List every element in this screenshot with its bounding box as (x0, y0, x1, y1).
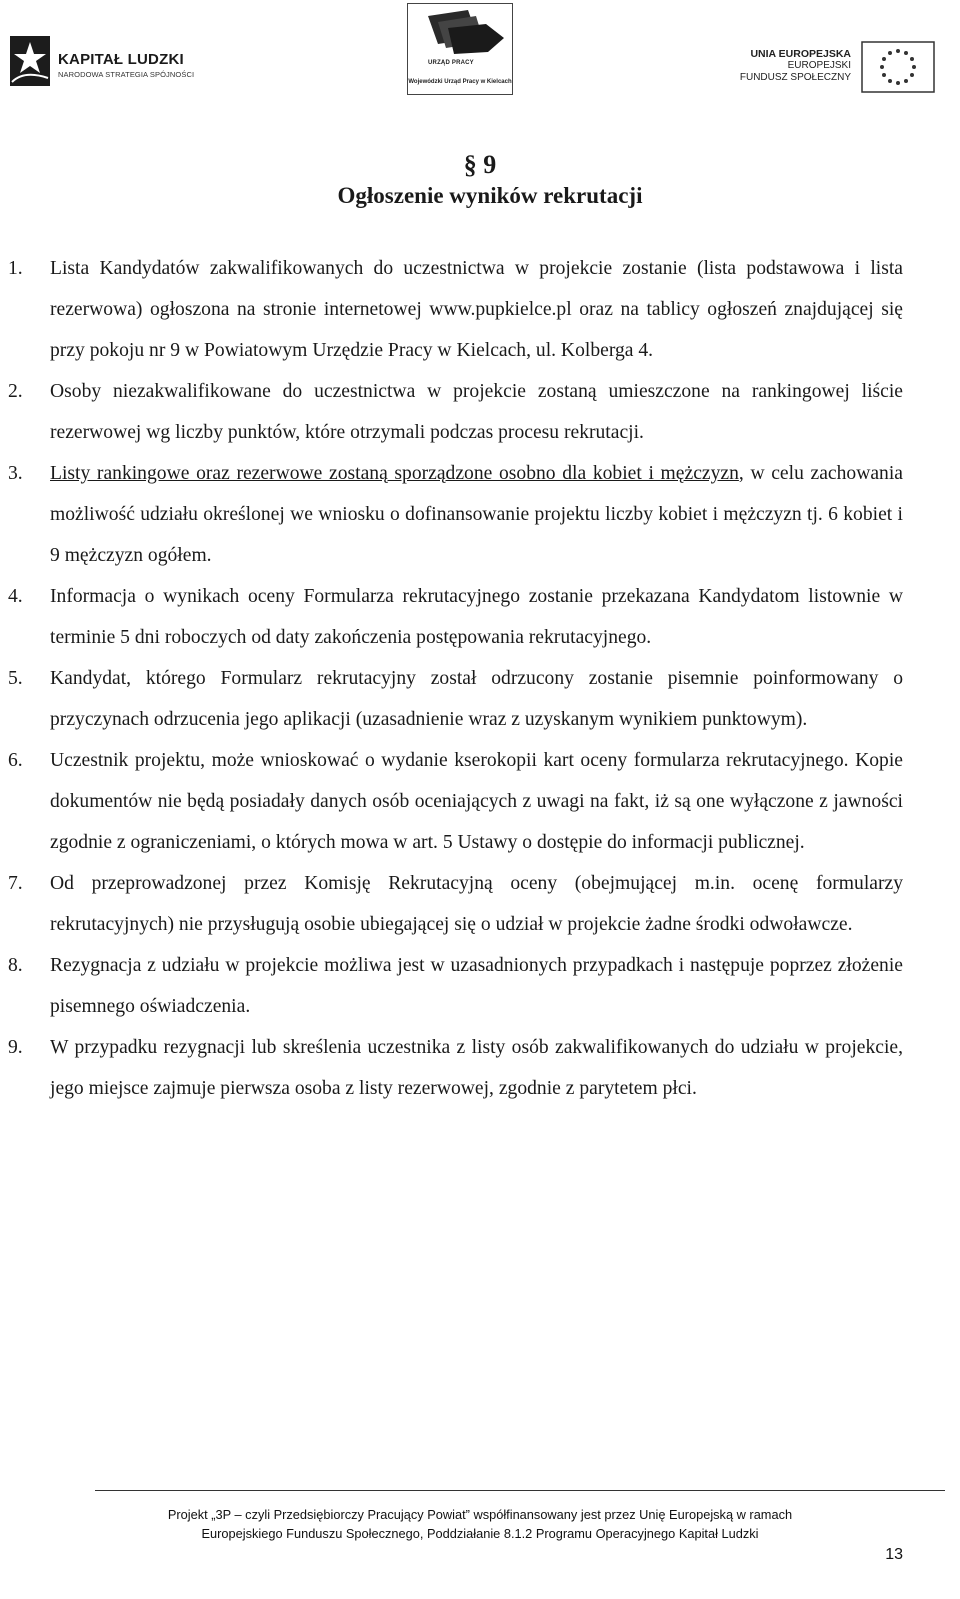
section-title: Ogłoszenie wyników rekrutacji (337, 183, 643, 208)
list-item-number: 7. (8, 873, 23, 894)
list-item (0, 453, 903, 576)
footer-text (0, 1505, 960, 1543)
urzad-pracy-emblem-icon (414, 8, 506, 60)
list-item (0, 248, 903, 371)
list-item (0, 945, 903, 1027)
page-number: 13 (885, 1546, 903, 1563)
list-item-text: Informacja o wynikach oceny Formularza rekrutacyjnego zostanie przekazana Kandydatom listownie w terminie 5 dni roboczych od daty zakończenia postępowania rekrutacyjnego. (50, 586, 903, 648)
eu-flag-icon (861, 41, 935, 93)
kapital-ludzki-emblem-icon (4, 30, 54, 90)
urzad-pracy-name: Wojewódzki Urząd Pracy w Kielcach (408, 79, 512, 85)
urzad-pracy-logo (407, 3, 513, 95)
list-item (0, 371, 903, 453)
list-item-number: 3. (8, 463, 23, 484)
footer-divider (95, 1490, 945, 1491)
section-number: § 9 (463, 150, 497, 179)
list-item-number: 4. (8, 586, 23, 607)
kapital-ludzki-logo (4, 30, 194, 90)
urzad-pracy-badge: URZĄD PRACY (428, 60, 474, 66)
list-item-text: Od przeprowadzonej przez Komisję Rekrutacyjną oceny (obejmującej m.in. ocenę formularzy rekrutacyjnych) nie przysługują osobie ubiegającej się o udział w projekcie żadne środki odwoławcze. (50, 873, 903, 935)
list-item-number: 5. (8, 668, 23, 689)
list-item (0, 740, 903, 863)
list-item-underlined-text: Listy rankingowe oraz rezerwowe zostaną sporządzone osobno dla kobiet i mężczyzn (50, 463, 739, 484)
list-item-text: Osoby niezakwalifikowane do uczestnictwa w projekcie zostaną umieszczone na rankingowej liście rezerwowej wg liczby punktów, które otrzymali podczas procesu rekrutacji. (50, 381, 903, 443)
list-item-text: Kandydat, którego Formularz rekrutacyjny został odrzucony zostanie pisemnie poinformowany o przyczynach odrzucenia jego aplikacji (uzasadnienie wraz z uzyskanym wynikiem punktowym). (50, 668, 903, 730)
list-item-text: Rezygnacja z udziału w projekcie możliwa jest w uzasadnionych przypadkach i następuje poprzez złożenie pisemnego oświadczenia. (50, 955, 903, 1017)
list-item-number: 1. (8, 258, 23, 279)
kapital-ludzki-title: KAPITAŁ LUDZKI (58, 51, 184, 68)
list-item (0, 863, 903, 945)
recruitment-results-list (0, 248, 960, 1109)
list-item-text: Lista Kandydatów zakwalifikowanych do uczestnictwa w projekcie zostanie (lista podstawowa i lista rezerwowa) ogłoszona na stronie internetowej www.pupkielce.pl oraz na tablicy ogłoszeń znajdującej się przy pokoju nr 9 w Powiatowym Urzędzie Pracy w Kielcach, ul. Kolberga 4. (50, 258, 903, 361)
list-item-number: 2. (8, 381, 23, 402)
list-item-text: Uczestnik projektu, może wnioskować o wydanie kserokopii kart oceny formularza rekrutacyjnego. Kopie dokumentów nie będą posiadały danych osób oceniających z uwagi na fakt, iż są one wyłączone z jawności zgodnie z ograniczeniami, o których mowa w art. 5 Ustawy o dostępie do informacji publicznej. (50, 750, 903, 853)
list-item-text: , w celu zachowania możliwość udziału określonej we wniosku o dofinansowanie projektu liczby kobiet i mężczyzn tj. 6 kobiet i 9 mężczyzn ogółem. (50, 463, 903, 566)
list-item (0, 658, 903, 740)
eu-logo-line1: UNIA EUROPEJSKA (750, 48, 851, 60)
eu-logo-line2: EUROPEJSKI (787, 60, 851, 71)
eu-logo-line3: FUNDUSZ SPOŁECZNY (739, 72, 851, 83)
list-item (0, 1027, 903, 1109)
list-item-number: 8. (8, 955, 23, 976)
list-item-number: 9. (8, 1037, 23, 1058)
list-item (0, 576, 903, 658)
list-item-text: W przypadku rezygnacji lub skreślenia uczestnika z listy osób zakwalifikowanych do udziału w projekcie, jego miejsce zajmuje pierwsza osoba z listy rezerwowej, zgodnie z parytetem płci. (50, 1037, 903, 1099)
footer-line1: Projekt „3P – czyli Przedsiębiorczy Pracujący Powiat” współfinansowany jest przez Unię Europejską w ramach (167, 1507, 793, 1522)
footer-line2: Europejskiego Funduszu Społecznego, Poddziałanie 8.1.2 Programu Operacyjnego Kapitał Ludzki (201, 1526, 759, 1541)
eu-logo (739, 38, 943, 93)
list-item-number: 6. (8, 750, 23, 771)
kapital-ludzki-subtitle: NARODOWA STRATEGIA SPÓJNOŚCI (58, 70, 195, 79)
